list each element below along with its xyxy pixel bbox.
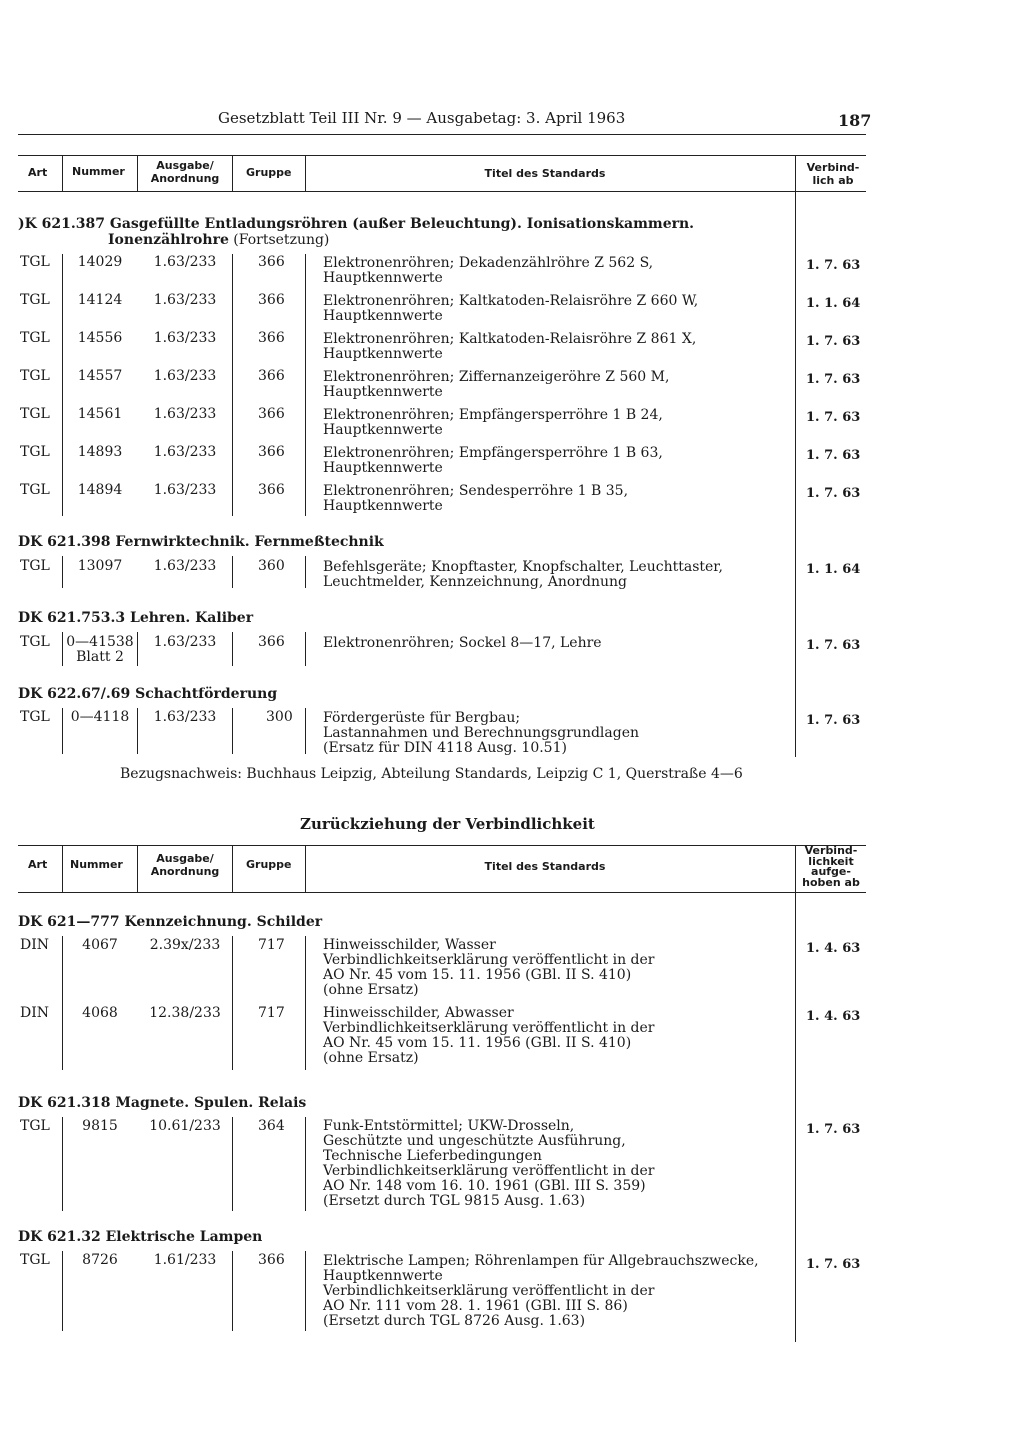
cell-art: TGL — [20, 1252, 50, 1268]
cell-art: DIN — [20, 1005, 50, 1021]
cell-art: TGL — [20, 368, 50, 384]
col-ausgabe-1: Ausgabe/ — [156, 852, 214, 865]
col-nummer: Nummer — [70, 858, 123, 871]
cell-art: TGL — [20, 634, 50, 650]
cell-nummer: 14893 — [77, 444, 123, 460]
cell-gruppe: 360 — [258, 558, 285, 574]
cell-titel: Befehlsgeräte; Knopftaster, Knopfschalter, Leuchttaster, Leuchtmelder, Kennzeichnung, Anordnung — [323, 559, 723, 590]
col-verb: Verbind- lichkeit aufge- hoben ab — [802, 844, 860, 889]
group-heading-line2: Ionenzählrohre (Fortsetzung) — [108, 232, 330, 248]
cell-nummer: 13097 — [77, 558, 123, 574]
cell-titel: Elektronenröhren; Kaltkatoden-Relaisröhre Z 861 X, Hauptkennwerte — [323, 331, 697, 362]
cell-nummer: 14557 — [77, 368, 123, 384]
cell-ausgabe: 1.63/233 — [153, 558, 217, 574]
col-art: Art — [28, 166, 48, 179]
bezugsnachweis: Bezugsnachweis: Buchhaus Leipzig, Abteilung Standards, Leipzig C 1, Querstraße 4—6 — [120, 766, 743, 782]
cell-datum: 1. 7. 63 — [806, 448, 861, 463]
cell-titel: Hinweisschilder, Abwasser Verbindlichkeitserklärung veröffentlicht in der AO Nr. 45 vom 15. 11. 1956 (GBl. II S. 410) (ohne Ersatz) — [323, 1005, 655, 1066]
cell-nummer: 0—4118 — [70, 709, 130, 725]
cell-ausgabe: 1.63/233 — [153, 709, 217, 725]
column-divider — [795, 892, 796, 1342]
col-verb-1: Verbind- — [806, 161, 860, 174]
cell-gruppe: 366 — [258, 634, 285, 650]
cell-ausgabe: 1.63/233 — [153, 444, 217, 460]
cell-art: TGL — [20, 558, 50, 574]
cell-gruppe: 366 — [258, 292, 285, 308]
cell-art: TGL — [20, 482, 50, 498]
cell-titel: Elektronenröhren; Dekadenzählröhre Z 562 S, Hauptkennwerte — [323, 255, 654, 286]
col-ausgabe-2: Anordnung — [150, 865, 220, 878]
cell-titel: Hinweisschilder, Wasser Verbindlichkeitserklärung veröffentlicht in der AO Nr. 45 vom 15. 11. 1956 (GBl. II S. 410) (ohne Ersatz) — [323, 937, 655, 998]
cell-nummer: 14561 — [77, 406, 123, 422]
cell-gruppe: 366 — [258, 1252, 285, 1268]
cell-nummer: 4068 — [82, 1005, 118, 1021]
cell-gruppe: 717 — [258, 937, 285, 953]
group-heading: DK 621.318 Magnete. Spulen. Relais — [18, 1095, 307, 1111]
cell-ausgabe: 1.63/233 — [153, 406, 217, 422]
cell-datum: 1. 7. 63 — [806, 410, 861, 425]
col-titel: Titel des Standards — [484, 167, 606, 180]
cell-nummer: 14124 — [77, 292, 123, 308]
cell-ausgabe: 1.63/233 — [153, 330, 217, 346]
cell-gruppe: 366 — [258, 368, 285, 384]
cell-art: TGL — [20, 254, 50, 270]
cell-datum: 1. 4. 63 — [806, 1009, 861, 1024]
cell-gruppe: 366 — [258, 482, 285, 498]
cell-art: TGL — [20, 444, 50, 460]
col-verb-2: lich ab — [812, 174, 854, 187]
col-nummer: Nummer — [72, 165, 125, 178]
cell-datum: 1. 4. 63 — [806, 941, 861, 956]
cell-nummer: 14556 — [77, 330, 123, 346]
cell-datum: 1. 7. 63 — [806, 1257, 861, 1272]
cell-titel: Elektronenröhren; Empfängersperröhre 1 B 24, Hauptkennwerte — [323, 407, 663, 438]
cell-gruppe: 366 — [258, 444, 285, 460]
cell-nummer: 0—41538 — [66, 634, 134, 650]
cell-ausgabe: 1.63/233 — [153, 368, 217, 384]
running-title: Gesetzblatt Teil III Nr. 9 — Ausgabetag: 3. April 1963 — [218, 109, 626, 127]
cell-art: TGL — [20, 709, 50, 725]
group-heading: DK 621.753.3 Lehren. Kaliber — [18, 610, 254, 626]
cell-titel: Elektronenröhren; Ziffernanzeigeröhre Z 560 M, Hauptkennwerte — [323, 369, 670, 400]
group-heading: DK 621.398 Fernwirktechnik. Fernmeßtechnik — [18, 534, 384, 550]
cell-datum: 1. 1. 64 — [806, 296, 861, 311]
cell-gruppe: 717 — [258, 1005, 285, 1021]
cell-ausgabe: 1.63/233 — [153, 254, 217, 270]
col-gruppe: Gruppe — [246, 858, 292, 871]
cell-titel: Elektronenröhren; Sockel 8—17, Lehre — [323, 635, 602, 651]
col-art: Art — [28, 858, 48, 871]
group-heading: )K 621.387 Gasgefüllte Entladungsröhren (außer Beleuchtung). Ionisationskammern. — [18, 216, 695, 232]
cell-nummer: 8726 — [82, 1252, 118, 1268]
cell-art: TGL — [20, 330, 50, 346]
cell-ausgabe: 10.61/233 — [149, 1118, 221, 1134]
cell-nummer: 14029 — [77, 254, 123, 270]
col-ausgabe-2: Anordnung — [150, 172, 220, 185]
cell-ausgabe: 1.63/233 — [153, 634, 217, 650]
cell-nummer: 4067 — [82, 937, 118, 953]
cell-gruppe: 366 — [258, 406, 285, 422]
cell-datum: 1. 1. 64 — [806, 562, 861, 577]
cell-ausgabe: 2.39x/233 — [149, 937, 221, 953]
cell-titel: Elektronenröhren; Sendesperröhre 1 B 35, Hauptkennwerte — [323, 483, 629, 514]
cell-nummer: 9815 — [82, 1118, 118, 1134]
cell-titel: Funk-Entstörmittel; UKW-Drosseln, Geschützte und ungeschützte Ausführung, Technische Lieferbedingungen Verbindlichkeitserklärung veröffentlicht in der AO Nr. 148 vom 16. 10. 1961 (GBl. III S. 359) (Ersetzt durch TGL 9815 Ausg. 1.63) — [323, 1118, 655, 1209]
cell-titel: Elektrische Lampen; Röhrenlampen für Allgebrauchszwecke, Hauptkennwerte Verbindlichkeitserklärung veröffentlicht in der AO Nr. 111 vom 28. 1. 1961 (GBl. III S. 86) (Ersetzt durch TGL 8726 Ausg. 1.63) — [323, 1253, 759, 1329]
cell-art: TGL — [20, 406, 50, 422]
cell-art: TGL — [20, 1118, 50, 1134]
cell-titel: Elektronenröhren; Empfängersperröhre 1 B 63, Hauptkennwerte — [323, 445, 663, 476]
cell-gruppe: 364 — [258, 1118, 285, 1134]
cell-nummer: 14894 — [77, 482, 123, 498]
cell-art: TGL — [20, 292, 50, 308]
cell-ausgabe: 1.63/233 — [153, 292, 217, 308]
page-number: 187 — [838, 111, 872, 130]
cell-gruppe: 300 — [266, 709, 293, 725]
cell-datum: 1. 7. 63 — [806, 334, 861, 349]
cell-datum: 1. 7. 63 — [806, 713, 861, 728]
cell-ausgabe: 1.63/233 — [153, 482, 217, 498]
cell-ausgabe: 12.38/233 — [149, 1005, 221, 1021]
cell-titel: Fördergerüste für Bergbau; Lastannahmen und Berechnungsgrundlagen (Ersatz für DIN 4118 Ausg. 10.51) — [323, 710, 640, 756]
group-heading: DK 621.32 Elektrische Lampen — [18, 1229, 263, 1245]
cell-datum: 1. 7. 63 — [806, 372, 861, 387]
group-heading: DK 622.67/.69 Schachtförderung — [18, 686, 278, 702]
col-titel: Titel des Standards — [484, 860, 606, 873]
col-gruppe: Gruppe — [246, 166, 292, 179]
col-ausgabe-1: Ausgabe/ — [156, 159, 214, 172]
header-rule — [18, 134, 866, 135]
group-heading: DK 621—777 Kennzeichnung. Schilder — [18, 914, 323, 930]
cell-datum: 1. 7. 63 — [806, 1122, 861, 1137]
cell-gruppe: 366 — [258, 330, 285, 346]
cell-datum: 1. 7. 63 — [806, 638, 861, 653]
column-divider — [795, 191, 796, 757]
cell-titel: Elektronenröhren; Kaltkatoden-Relaisröhre Z 660 W, Hauptkennwerte — [323, 293, 699, 324]
cell-gruppe: 366 — [258, 254, 285, 270]
cell-art: DIN — [20, 937, 50, 953]
section-title: Zurückziehung der Verbindlichkeit — [300, 815, 595, 833]
cell-ausgabe: 1.61/233 — [153, 1252, 217, 1268]
cell-nummer-sub: Blatt 2 — [76, 649, 124, 665]
cell-datum: 1. 7. 63 — [806, 258, 861, 273]
cell-datum: 1. 7. 63 — [806, 486, 861, 501]
